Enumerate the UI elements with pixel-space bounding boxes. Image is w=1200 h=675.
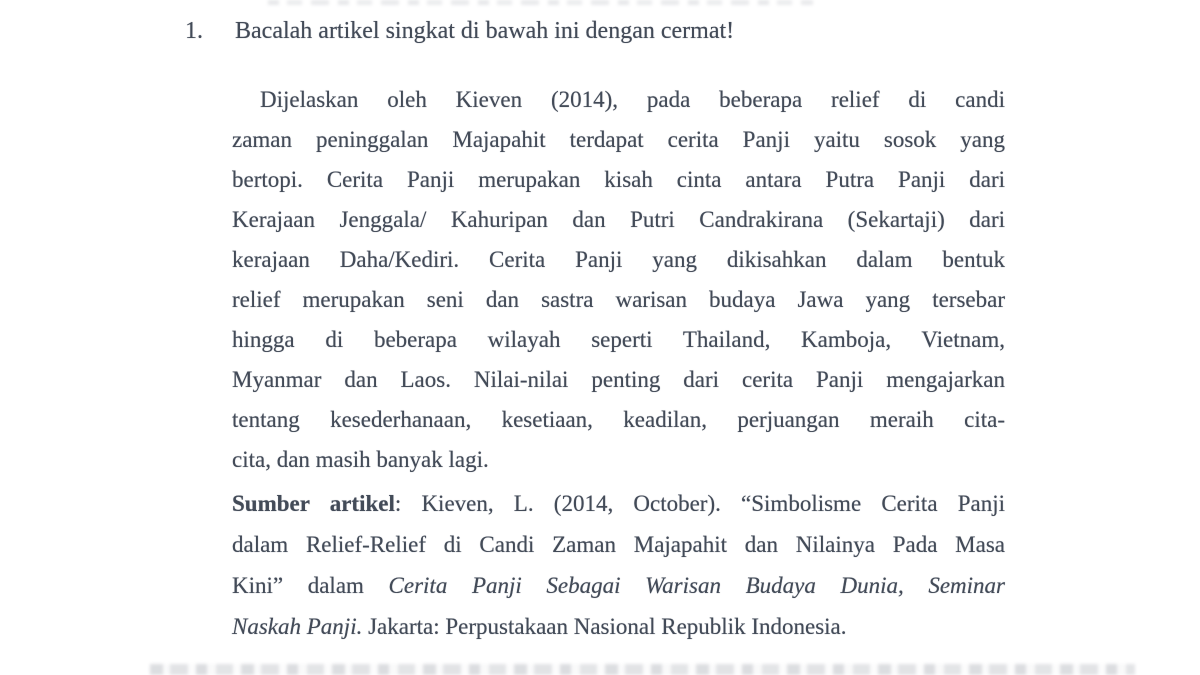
source-line [232, 565, 1005, 606]
paragraph-line: hingga di beberapa wilayah seperti Thailand, Kamboja, Vietnam, [232, 327, 1005, 352]
source-work-title: Cerita Panji Sebagai Warisan Budaya Dunia, Seminar [388, 573, 1005, 598]
source-citation-text: : Kieven, L. (2014, October). “Simbolisme Cerita Panji [394, 491, 1005, 516]
paragraph-line: bertopi. Cerita Panji merupakan kisah cinta antara Putra Panji dari [232, 167, 1005, 192]
article-paragraph [232, 80, 1005, 480]
source-line: dalam Relief-Relief di Candi Zaman Majapahit dan Nilainya Pada Masa [232, 532, 1005, 557]
paragraph-line: kerajaan Daha/Kediri. Cerita Panji yang dikisahkan dalam bentuk [232, 247, 1005, 272]
source-publisher: Jakarta: Perpustakaan Nasional Republik Indonesia. [362, 614, 847, 639]
paragraph-line: zaman peninggalan Majapahit terdapat cerita Panji yaitu sosok yang [232, 127, 1005, 152]
exercise-item-number: 1. [185, 18, 203, 44]
source-label: Sumber artikel [232, 491, 395, 516]
exercise-instruction-text: Bacalah artikel singkat di bawah ini dengan cermat! [235, 18, 735, 44]
source-line [232, 606, 1005, 647]
exercise-instruction-row [185, 16, 1045, 46]
paragraph-line: tentang kesederhanaan, kesetiaan, keadilan, perjuangan meraih cita- [232, 407, 1005, 432]
source-work-title: Naskah Panji. [232, 614, 363, 639]
source-line [232, 483, 1005, 524]
paragraph-line: Myanmar dan Laos. Nilai-nilai penting dari cerita Panji mengajarkan [232, 367, 1005, 392]
paragraph-line: Kerajaan Jenggala/ Kahuripan dan Putri Candrakirana (Sekartaji) dari [232, 207, 1005, 232]
paragraph-line: cita, dan masih banyak lagi. [232, 447, 489, 472]
source-citation [232, 483, 1005, 647]
cutoff-text-top [268, 0, 813, 5]
paragraph-line: Dijelaskan oleh Kieven (2014), pada beberapa relief di candi [260, 87, 1005, 112]
paragraph-line: relief merupakan seni dan sastra warisan budaya Jawa yang tersebar [232, 287, 1005, 312]
cutoff-text-bottom [150, 664, 1135, 675]
source-citation-text: Kini” dalam [232, 573, 389, 598]
